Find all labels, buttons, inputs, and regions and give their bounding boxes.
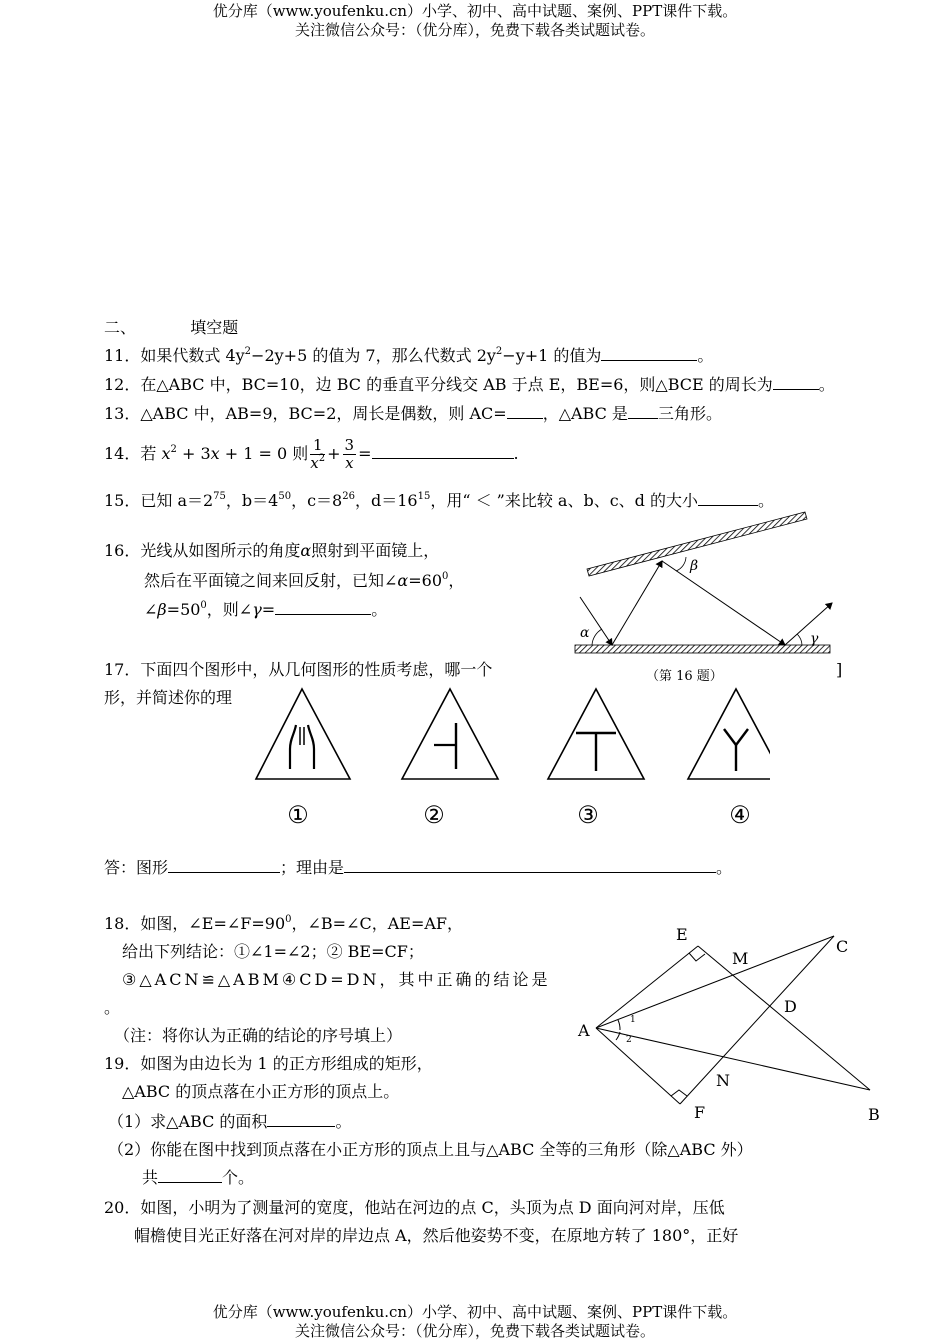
sign-4[interactable] [688,689,770,779]
sign-2[interactable] [402,689,498,779]
question-16-line-1: 16．光线从如图所示的角度α照射到平面镜上， [104,541,440,560]
sign-label-1: ① [287,801,309,829]
sign-label-2: ② [423,801,445,829]
question-19-part-2: （2）你能在图中找到顶点落在小正方形的顶点上且与△ABC 全等的三角形（除△ABC 外） [108,1140,753,1159]
question-18-line-1: 18．如图，$\angle E=\angle F=90^0$，∠B=∠C，AE=AF， [104,914,464,933]
header-line-2: 关注微信公众号：（优分库），免费下载各类试题试卷。 [294,21,655,39]
sign-label-4: ④ [729,801,751,829]
beta-label: β [690,558,699,574]
question-12: 12．在△ABC 中，BC=10，边 BC 的垂直平分线交 AB 于点 E，BE=6，则△BCE 的周长为 。 [104,375,835,394]
right-angle-E [689,953,705,961]
answer-blank-17-figure[interactable] [168,858,280,873]
question-17-line-2: 形，并简述你的理 [104,688,233,707]
answer-blank-14[interactable] [372,444,514,459]
alpha-label: α [580,625,590,641]
four-road-signs [250,683,770,833]
segment-CF [680,936,834,1104]
footer-line-2: 关注微信公众号：（优分库），免费下载各类试题试卷。 [294,1322,655,1340]
segment-AE [596,946,698,1028]
figure-16-caption: （第 16 题） [646,669,723,684]
question-13: 13．△ABC 中，AB=9，BC=2，周长是偶数，则 AC= ，△ABC 是 三角形。 [104,404,722,423]
question-19-line-2: △ABC 的顶点落在小正方形的顶点上。 [122,1082,400,1101]
sign-1[interactable] [256,689,350,779]
question-16-line-2: 然后在平面镜之间来回反射，已知$\angle\alpha=60^0$， [144,571,465,590]
header-line-1: 优分库（www.youfenku.cn）小学、初中、高中试题、案例、PPT课件下载。 [212,2,738,20]
answer-blank-15[interactable] [698,491,758,506]
point-M-label: M [732,949,749,968]
answer-blank-13a[interactable] [507,404,543,419]
section-heading [104,318,238,338]
question-17-answer: 答：图形 ；理由是 。 [104,858,733,877]
question-20-line-1: 20．如图，小明为了测量河的宽度，他站在河边的点 C，头顶为点 D 面向河对岸，压低 [104,1198,725,1217]
question-18-line-4: 。 [104,998,121,1017]
question-18-line-3: ③△ACN≌△ABM④CD=DN，其中正确的结论是 [122,970,551,989]
question-14: 14．若 $x^2 + 3x + 1 = 0$ 则 $\frac{1}{x^2}$ + $\frac{3}{x}$ = . [104,436,519,472]
gamma-label: γ [810,631,819,647]
answer-blank-17-reason[interactable] [344,858,716,873]
footer-line-1: 优分库（www.youfenku.cn）小学、初中、高中试题、案例、PPT课件下载。 [212,1303,738,1321]
question-20-line-2: 帽檐使目光正好落在河对岸的岸边点 A，然后他姿势不变，在原地方转了 180°，正好 [134,1226,739,1245]
question-19-line-1: 19．如图为由边长为 1 的正方形组成的矩形， [104,1054,433,1073]
fraction-1-over-x2: $\frac{1}{x^2}$ [310,436,326,472]
right-angle-F [671,1090,687,1096]
point-F-label: F [694,1103,706,1122]
mirror-reflection-figure [540,505,843,690]
section-title: 填空题 [190,318,239,337]
segment-AB [596,1028,870,1090]
outgoing-ray [785,603,832,645]
question-18-note: （注：将你认为正确的结论的序号填上） [114,1026,403,1045]
answer-blank-11[interactable] [601,346,697,361]
reflected-ray-2 [662,561,785,645]
segment-EB [698,946,870,1090]
sign-3[interactable] [548,689,644,779]
question-17-line-1: 17．下面四个图形中，从几何图形的性质考虑，哪一个 [104,660,493,679]
triangle-figure-18 [570,918,890,1130]
point-D-label: D [784,997,797,1016]
question-16-line-3: $\angle\beta=50^0$，则∠γ= 。 [144,600,388,619]
question-18-line-2: 给出下列结论：①∠1=∠2；② BE=CF； [122,942,424,961]
question-15: 15．已知 $a=2^{75}$，$b=4^{50}$，$c=8^{26}$，$d=16^{15}$，用“ ＜ ”来比较 a、b、c、d 的大小 。 [104,491,775,510]
question-11: 11．如果代数式 $4y^2-2y+5$ 的值为 7，那么代数式 $2y^2-y+1$ 的值为 。 [104,346,714,365]
point-E-label: E [676,925,688,944]
answer-blank-19-2[interactable] [158,1168,222,1183]
sign-label-3: ③ [577,801,599,829]
angle-1-label: 1 [630,1015,636,1025]
answer-blank-19-1[interactable] [267,1112,335,1127]
point-N-label: N [716,1071,730,1090]
point-A-label: A [578,1021,590,1040]
bottom-mirror [575,645,830,653]
answer-blank-12[interactable] [773,375,819,390]
answer-blank-16[interactable] [275,600,371,615]
angle-2-label: 2 [626,1035,632,1045]
fraction-3-over-x: $\frac{3}{x}$ [344,436,355,472]
segment-AF [596,1028,680,1104]
question-17-cutoff: ] [836,660,843,679]
answer-blank-13b[interactable] [628,404,658,419]
reflected-ray-1 [612,561,662,645]
point-B-label: B [868,1105,880,1124]
point-C-label: C [836,937,849,956]
question-19-part-2-answer: 共 个。 [142,1168,255,1187]
angle-1-arc [618,1020,620,1030]
section-number: 二、 [104,318,137,337]
question-19-part-1: （1）求△ABC 的面积 。 [108,1112,352,1131]
